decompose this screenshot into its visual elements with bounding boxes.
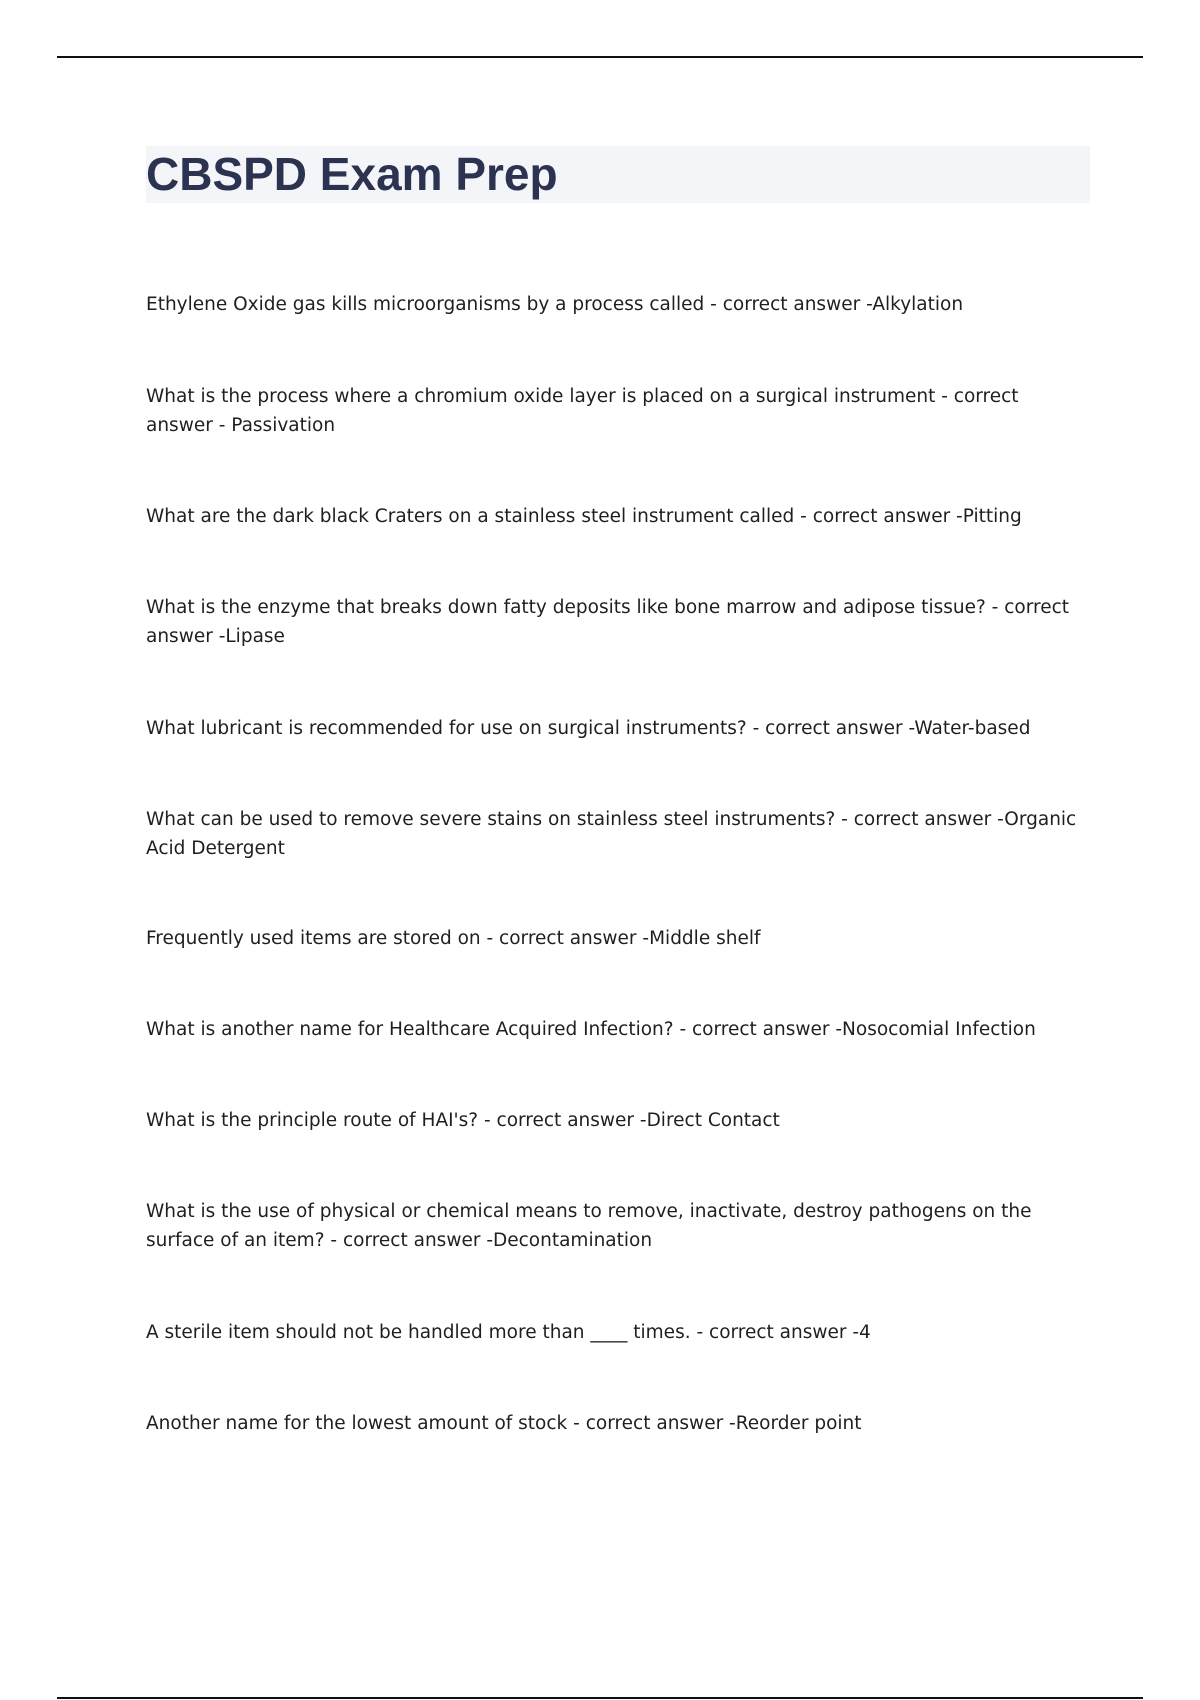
header-divider	[57, 56, 1143, 58]
qa-item: A sterile item should not be handled more than ____ times. - correct answer -4	[146, 1322, 871, 1343]
footer-divider	[57, 1697, 1143, 1699]
title-banner	[146, 146, 1090, 203]
qa-item: What is another name for Healthcare Acquired Infection? - correct answer -Nosocomial Infection	[146, 1019, 1036, 1040]
qa-item: What is the use of physical or chemical means to remove, inactivate, destroy pathogens on the surface of an item? - correct answer -Decontamination	[146, 1201, 1032, 1251]
qa-item: What can be used to remove severe stains on stainless steel instruments? - correct answer -Organic Acid Detergent	[146, 809, 1077, 859]
document-title: CBSPD Exam Prep	[146, 148, 558, 200]
qa-item: Another name for the lowest amount of stock - correct answer -Reorder point	[146, 1413, 862, 1434]
qa-item: Ethylene Oxide gas kills microorganisms by a process called - correct answer -Alkylation	[146, 294, 964, 315]
qa-item: What lubricant is recommended for use on surgical instruments? - correct answer -Water-based	[146, 718, 1031, 739]
qa-item: What is the process where a chromium oxide layer is placed on a surgical instrument - correct answer - Passivation	[146, 386, 1019, 436]
qa-item: Frequently used items are stored on - correct answer -Middle shelf	[146, 928, 761, 949]
qa-item: What is the enzyme that breaks down fatty deposits like bone marrow and adipose tissue? - correct answer -Lipase	[146, 597, 1069, 647]
qa-item: What is the principle route of HAI's? - correct answer -Direct Contact	[146, 1110, 780, 1131]
qa-item: What are the dark black Craters on a stainless steel instrument called - correct answer -Pitting	[146, 506, 1022, 527]
